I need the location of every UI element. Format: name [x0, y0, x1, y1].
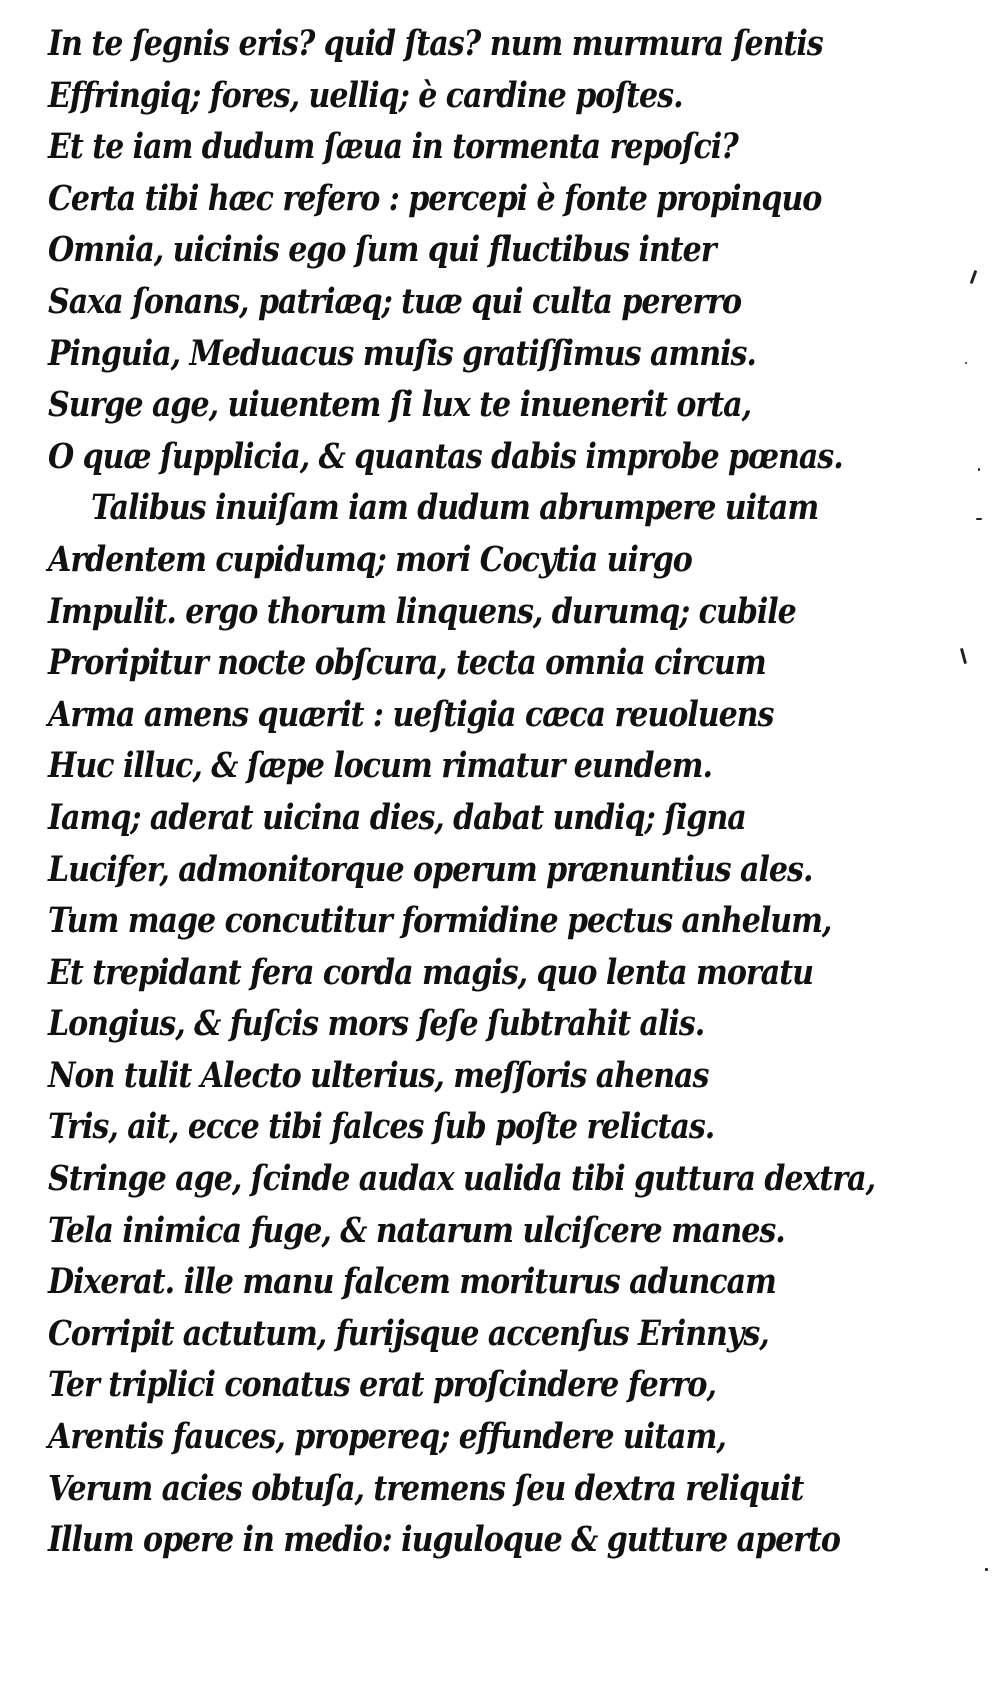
verse-line: Stringe age, ſcinde audax ualida tibi guttura dextra,: [48, 1158, 876, 1200]
verse-line: Arma amens quærit : ueſtigia cæca reuoluens: [48, 693, 774, 735]
verse-line: Saxa ſonans, patriæq; tuæ qui culta pererro: [48, 280, 742, 322]
verse-line: Et trepidant fera corda magis, quo lenta moratu: [48, 951, 813, 993]
verse-line: Tela inimica fuge, & natarum ulciſcere manes.: [48, 1209, 785, 1251]
verse-line: Lucifer, admonitorque operum prænuntius ales.: [48, 848, 813, 890]
verse-line: In te ſegnis eris? quid ſtas? num murmura ſentis: [48, 23, 823, 64]
verse-line: Non tulit Alecto ulterius, meſſoris ahenas: [48, 1054, 709, 1096]
verse-line: Et te iam dudum ſæua in tormenta repoſci?: [48, 126, 738, 168]
verse-line: Corripit actutum, furijsque accenſus Erinnys,: [48, 1312, 769, 1354]
ink-speck: [985, 1568, 988, 1571]
verse-line: Impulit. ergo thorum linquens, durumq; cubile: [48, 590, 796, 632]
verse-line: Proripitur nocte obſcura, tecta omnia circum: [48, 642, 766, 684]
verse-line: Huc illuc, & ſæpe locum rimatur eundem.: [48, 745, 712, 787]
ink-speck: [978, 468, 980, 471]
verse-line: Verum acies obtuſa, tremens ſeu dextra reliquit: [48, 1467, 804, 1509]
verse-line: O quæ ſupplicia, & quantas dabis improbe pœnas.: [48, 435, 843, 477]
ink-speck: [976, 518, 982, 520]
verse-line: Tris, ait, ecce tibi falces ſub poſte relictas.: [48, 1106, 715, 1148]
verse-line: Iamq; aderat uicina dies, dabat undiq; ſigna: [48, 796, 746, 838]
verse-line: Talibus inuiſam iam dudum abrumpere uitam: [91, 487, 819, 529]
verse-line: Longius, & fuſcis mors ſeſe ſubtrahit alis.: [48, 1003, 705, 1045]
verse-line: Effringiq; fores, uelliq; è cardine poſtes.: [48, 74, 683, 116]
verse-line: Ter triplici conatus erat proſcindere ferro,: [48, 1364, 716, 1406]
verse-block: [48, 18, 978, 1566]
verse-line: Surge age, uiuentem ſi lux te inuenerit orta,: [48, 384, 752, 426]
ink-speck: [965, 362, 967, 364]
verse-line: Ardentem cupidumq; mori Cocytia uirgo: [48, 538, 692, 580]
verse-line: Omnia, uicinis ego ſum qui fluctibus inter: [48, 229, 716, 271]
verse-line: Illum opere in medio: iuguloque & gutture aperto: [48, 1519, 840, 1561]
verse-line: Tum mage concutitur formidine pectus anhelum,: [48, 900, 832, 942]
verse-line: Certa tibi hæc refero : percepi è fonte propinquo: [48, 177, 822, 219]
verse-line: Pinguia, Meduacus muſis gratiſſimus amnis.: [48, 332, 756, 374]
verse-line: Arentis fauces, propereq; effundere uitam,: [48, 1416, 726, 1458]
verse-line: Dixerat. ille manu falcem moriturus aduncam: [48, 1261, 776, 1303]
